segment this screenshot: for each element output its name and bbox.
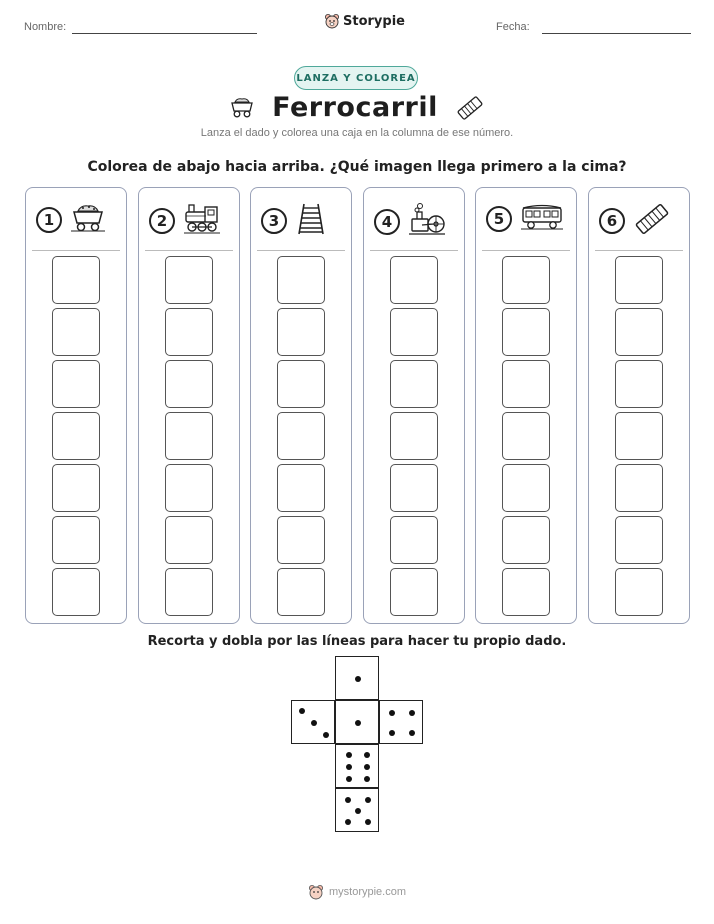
color-box[interactable] [277,568,325,616]
brand-name: Storypie [343,13,405,29]
color-box[interactable] [165,256,213,304]
die-pip [389,730,395,736]
column-2 [138,187,240,624]
column-header [149,202,221,240]
date-label: Fecha: [496,21,530,33]
column-number: 5 [486,206,512,232]
color-box[interactable] [502,464,550,512]
steam-engine-icon [408,202,446,242]
die-pip [299,708,305,714]
color-box[interactable] [615,256,663,304]
railroad-track-icon [295,202,327,240]
coal-cart-icon [230,97,254,119]
column-header [261,202,327,240]
color-box[interactable] [165,568,213,616]
color-box[interactable] [277,256,325,304]
die-face [335,656,379,700]
column-5 [475,187,577,624]
column-6 [588,187,690,624]
column-header [599,202,671,240]
name-label: Nombre: [24,21,67,33]
die-pip [364,776,370,782]
die-pip [355,720,361,726]
die-face [291,700,335,744]
die-pip [409,730,415,736]
steam-locomotive-icon [183,202,221,240]
die-face [379,700,423,744]
color-box[interactable] [52,360,100,408]
die-pip [365,797,371,803]
color-box[interactable] [502,516,550,564]
die-pip [323,732,329,738]
color-box[interactable] [502,568,550,616]
color-box[interactable] [52,308,100,356]
brand-logo [324,13,405,29]
color-box[interactable] [390,308,438,356]
color-box[interactable] [615,464,663,512]
column-divider [257,250,345,251]
die-face [335,788,379,832]
color-box[interactable] [390,516,438,564]
die-pip [365,819,371,825]
die-pip [355,676,361,682]
color-box[interactable] [52,516,100,564]
color-box[interactable] [390,360,438,408]
die-pip [364,752,370,758]
color-box[interactable] [502,256,550,304]
column-4 [363,187,465,624]
column-number: 4 [374,209,400,235]
color-box[interactable] [165,464,213,512]
activity-badge: LANZA Y COLOREA [294,66,418,90]
instruction-bottom: Recorta y dobla por las líneas para hacer tu propio dado. [147,634,567,649]
color-box[interactable] [52,568,100,616]
column-number: 2 [149,208,175,234]
color-box[interactable] [390,568,438,616]
color-box[interactable] [277,412,325,460]
footer [0,884,714,900]
color-box[interactable] [277,308,325,356]
column-divider [482,250,570,251]
title-row [0,92,714,123]
die-pip [311,720,317,726]
coal-cart-icon [70,202,106,238]
column-1 [25,187,127,624]
color-box[interactable] [165,360,213,408]
name-line [72,33,257,34]
color-box[interactable] [52,464,100,512]
die-pip [346,764,352,770]
color-box[interactable] [52,256,100,304]
die-pip [345,819,351,825]
die-pip [355,808,361,814]
color-box[interactable] [277,516,325,564]
die-pip [346,776,352,782]
bear-mascot-icon [324,13,340,29]
rail-ticket-icon [456,95,484,121]
footer-url: mystorypie.com [328,886,407,898]
color-box[interactable] [615,516,663,564]
rail-ticket-icon [633,202,671,240]
column-number: 1 [36,207,62,233]
instruction-top: Colorea de abajo hacia arriba. ¿Qué imagen llega primero a la cima? [87,159,627,175]
color-box[interactable] [165,308,213,356]
column-divider [595,250,683,251]
die-face [335,700,379,744]
color-box[interactable] [615,308,663,356]
color-box[interactable] [165,412,213,460]
color-box[interactable] [615,568,663,616]
color-box[interactable] [390,256,438,304]
die-pip [389,710,395,716]
column-number: 6 [599,208,625,234]
die-pip [346,752,352,758]
color-box[interactable] [165,516,213,564]
color-box[interactable] [277,464,325,512]
bear-mascot-icon [308,884,324,900]
column-divider [145,250,233,251]
color-box[interactable] [502,412,550,460]
color-box[interactable] [52,412,100,460]
die-face [335,744,379,788]
train-car-icon [520,202,564,236]
die-pip [364,764,370,770]
column-header [486,202,564,236]
column-3 [250,187,352,624]
page-title: Ferrocarril [272,92,438,123]
date-line [542,33,691,34]
color-box[interactable] [390,412,438,460]
color-box[interactable] [502,360,550,408]
subtitle: Lanza el dado y colorea una caja en la columna de ese número. [200,127,514,139]
column-header [374,202,446,242]
column-divider [32,250,120,251]
column-header [36,202,106,238]
column-number: 3 [261,208,287,234]
column-divider [370,250,458,251]
color-box[interactable] [277,360,325,408]
color-box[interactable] [502,308,550,356]
die-pip [345,797,351,803]
die-pip [409,710,415,716]
color-box[interactable] [615,360,663,408]
color-box[interactable] [615,412,663,460]
color-box[interactable] [390,464,438,512]
